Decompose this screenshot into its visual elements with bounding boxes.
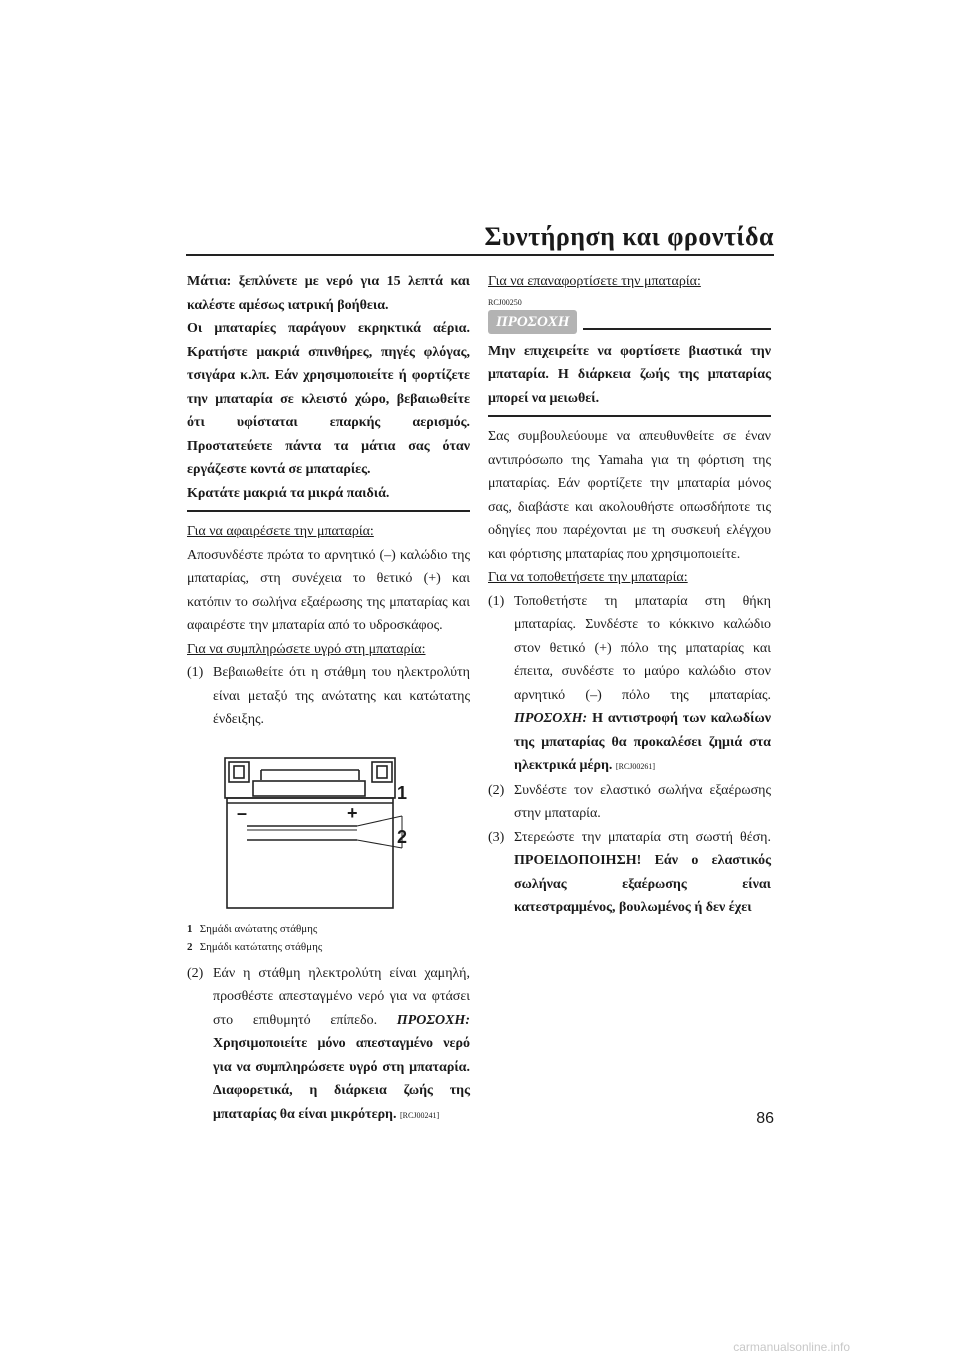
callout-1: 1 xyxy=(397,782,408,803)
step-text: Στερεώστε την μπαταρία στη σωστή θέση. xyxy=(514,829,771,845)
page-title: Συντήρηση και φροντίδα xyxy=(484,222,774,251)
notice-badge: ΠΡΟΣΟΧΗ xyxy=(488,310,577,334)
notice-text: Χρησιμοποιείτε μόνο απεσταγμένο νερό για να συμπληρώσετε υγρό στη μπαταρία. Διαφορετικά, η διάρκεια ζωής της μπαταρίας θα είναι μικρότερη. xyxy=(213,1036,470,1122)
legend-item: 1 Σημάδι ανώτατης στάθμης xyxy=(187,922,318,935)
step-text: Βεβαιωθείτε ότι η στάθμη του ηλεκτρολύτη είναι μεταξύ της ανώτατης και κατώτατης ένδειξης. xyxy=(213,665,470,727)
ref-code: [RCJ00261] xyxy=(615,762,656,771)
notice-end-rule xyxy=(488,415,771,417)
minus-sign: – xyxy=(237,802,248,823)
remove-heading: Για να αφαιρέσετε την μπαταρία: xyxy=(187,524,374,539)
warning-children: Κρατάτε μακριά τα μικρά παιδιά. xyxy=(187,485,390,501)
step-text: Τοποθετήστε τη μπαταρία στη θήκη μπαταρίας. Συνδέστε το κόκκινο καλώδιο στον θετικό (+) πόλο της μπαταρίας και έπειτα, συνδέστε το μαύρο καλώδιο στον αρνητικό (–) πόλο της μπαταρίας. xyxy=(514,593,771,703)
remove-text: Αποσυνδέστε πρώτα το αρνητικό (–) καλώδιο της μπαταρίας, στη συνέχεια το θετικό (+) και κατόπιν το σωλήνα εξαέρωσης της μπαταρίας και αφαιρέστε την μπαταρία από το υδροσκάφος. xyxy=(187,547,470,633)
notice-text: Μην επιχειρείτε να φορτίσετε βιαστικά την μπαταρία. Η διάρκεια ζωής της μπαταρίας μπορεί να μειωθεί. xyxy=(488,343,771,406)
header-rule xyxy=(186,254,774,256)
warning-gases: Οι μπαταρίες παράγουν εκρηκτικά αέρια. Κρατήστε μακριά σπινθήρες, πηγές φλόγας, τσιγάρα κ.λπ. Εάν χρησιμοποιείτε ή φορτίζετε την μπαταρία σε κλειστό χώρο, βεβαιωθείτε ότι υφίσταται επαρκής αερισμός. Προστατεύετε πάντα τα μάτια σας όταν εργάζεστε κοντά σε μπαταρίες. xyxy=(187,321,470,477)
battery-illustration xyxy=(187,748,470,918)
step-text: Συνδέστε τον ελαστικό σωλήνα εξαέρωσης στην μπαταρία. xyxy=(514,782,771,821)
plus-sign: + xyxy=(347,802,358,823)
ref-code: [RCJ00241] xyxy=(400,1110,440,1120)
install-heading: Για να τοποθετήσετε την μπαταρία: xyxy=(488,570,688,585)
notice-label: ΠΡΟΣΟΧΗ: xyxy=(396,1012,470,1028)
install-step-2 xyxy=(488,779,771,826)
ref-code: RCJ00250 xyxy=(488,297,522,307)
figure-legend xyxy=(187,920,470,956)
legend-item: 2 Σημάδι κατώτατης στάθμης xyxy=(187,940,323,953)
step-number: (1) xyxy=(187,665,204,680)
notice-label: ΠΡΟΣΟΧΗ: xyxy=(514,711,588,726)
recharge-heading: Για να επαναφορτίσετε την μπαταρία: xyxy=(488,274,701,289)
callout-2: 2 xyxy=(397,826,408,847)
warning-text: ΠΡΟΕΙΔΟΠΟΙΗΣΗ! Εάν ο ελαστικός σωλήνας εξαέρωσης είναι κατεστραμμένος, βουλωμένος ή δεν έχει xyxy=(514,853,771,915)
fill-step-1 xyxy=(187,661,470,732)
step-text: Εάν η στάθμη ηλεκτρολύτη είναι χαμηλή, προσθέστε απεσταγμένο νερό για να φτάσει στο επιθυμητό επίπεδο. xyxy=(213,965,470,1028)
recharge-text: Σας συμβουλεύουμε να απευθυνθείτε σε έναν αντιπρόσωπο της Yamaha για τη φόρτιση της μπαταρίας. Εάν φορτίζετε την μπαταρία μόνος σας, διαβάστε και ακολουθήστε οπωσδήποτε τις οδηγίες που παρέχονται με τη συσκευή ελέγχου και φόρτισης μπαταρίας που χρησιμοποιείτε. xyxy=(488,429,771,562)
install-step-1 xyxy=(488,590,771,779)
notice-header xyxy=(488,310,771,334)
watermark: carmanualsonline.info xyxy=(733,1340,850,1354)
left-column xyxy=(187,270,470,1127)
right-column xyxy=(488,270,771,920)
page-number: 86 xyxy=(756,1110,774,1127)
step-number: (3) xyxy=(488,829,505,845)
warning-end-rule xyxy=(187,510,470,512)
warning-eyes: Μάτια: ξεπλύνετε με νερό για 15 λεπτά και καλέστε αμέσως ιατρική βοήθεια. xyxy=(187,274,470,313)
step-number: (2) xyxy=(187,965,204,981)
install-step-3 xyxy=(488,826,771,920)
fill-step-2 xyxy=(187,962,470,1128)
fill-heading: Για να συμπληρώσετε υγρό στη μπαταρία: xyxy=(187,641,426,657)
step-number: (1) xyxy=(488,593,505,609)
step-number: (2) xyxy=(488,782,505,798)
notice-rule xyxy=(583,328,771,330)
notice-text: Η αντιστροφή των καλωδίων της μπαταρίας θα προκαλέσει ζημιά στα ηλεκτρικά μέρη. xyxy=(514,711,771,773)
battery-figure xyxy=(187,748,470,918)
